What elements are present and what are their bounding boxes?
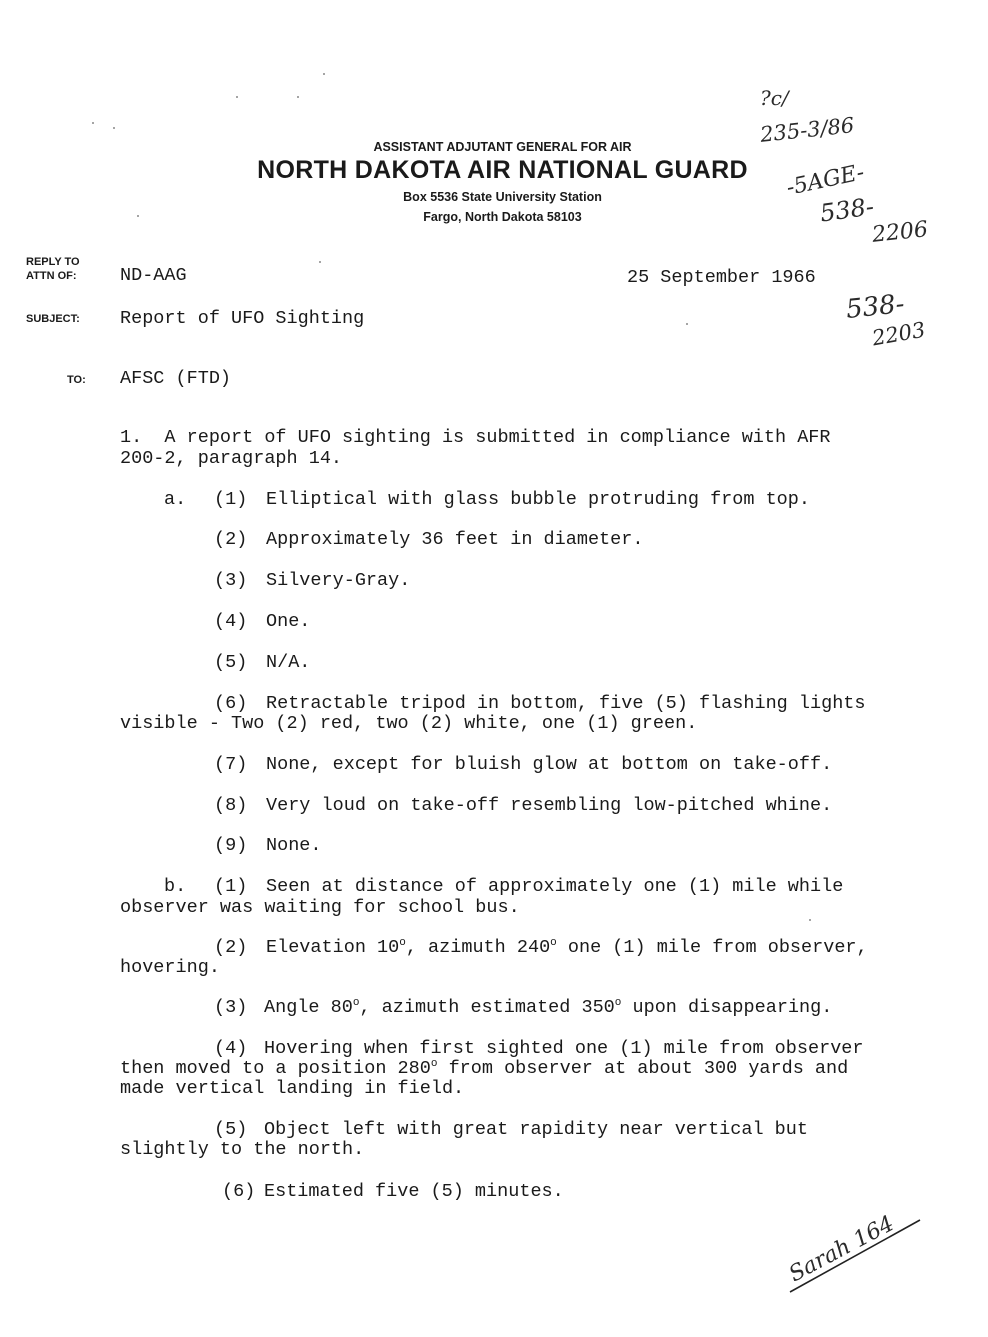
letterhead-address-line2: Fargo, North Dakota 58103 [423,210,582,224]
item-b6-num: (6) [222,1181,256,1202]
item-b1-cont: observer was waiting for school bus. [120,897,520,918]
item-a7-num: (7) [214,754,248,775]
speck [113,127,115,129]
item-b4-num: (4) [214,1038,248,1059]
b2-text-c: one (1) mile from observer, [556,937,868,958]
handwritten-note: 2206 [870,217,930,248]
speck [236,96,238,98]
degree-mark: o [614,996,622,1009]
speck [686,323,688,325]
item-a9-num: (9) [214,835,248,856]
letter-date: 25 September 1966 [627,267,816,288]
attn-value: ND-AAG [120,265,187,286]
item-a2-num: (2) [214,529,248,550]
item-b3-text [264,998,832,1018]
speck [323,73,325,75]
item-a6-cont: visible - Two (2) red, two (2) white, one (1) green. [120,713,698,734]
b2-text-b: , azimuth 240 [405,937,551,958]
letterhead-address-line1: Box 5536 State University Station [403,190,602,204]
letterhead-org-line: ASSISTANT ADJUTANT GENERAL FOR AIR [373,140,632,154]
speck [92,122,94,124]
signature-text: Sarah 164 [785,1211,899,1288]
letterhead-title: NORTH DAKOTA AIR NATIONAL GUARD [257,156,748,184]
item-b5-num: (5) [214,1119,248,1140]
item-a4-text: One. [266,611,311,632]
item-a7-text: None, except for bluish glow at bottom on take-off. [266,754,833,775]
handwritten-note: 538- [844,289,906,325]
item-b5-cont: slightly to the north. [120,1139,365,1160]
b4-cont1-b: from observer at about 300 yards and [437,1058,849,1079]
item-a6-text: Retractable tripod in bottom, five (5) flashing lights [266,693,866,714]
b3-text-b: , azimuth estimated 350 [359,997,615,1018]
signature-mark [780,1190,940,1310]
degree-mark: o [352,996,360,1009]
subject-value: Report of UFO Sighting [120,308,365,329]
handwritten-note: 538- [818,192,876,228]
subject-label: SUBJECT: [26,313,80,325]
handwritten-note: 2203 [870,317,928,351]
item-a9-text: None. [266,835,322,856]
item-b1-num: (1) [214,876,248,897]
item-a3-text: Silvery-Gray. [266,570,411,591]
speck [809,919,811,921]
item-a6-num: (6) [214,693,248,714]
reply-to-label: REPLY TO [26,256,80,268]
degree-mark: o [430,1057,438,1070]
b3-text-a: Angle 80 [264,997,353,1018]
item-a5-num: (5) [214,652,248,673]
item-a3-num: (3) [214,570,248,591]
item-b2-cont: hovering. [120,957,220,978]
item-b4-cont2: made vertical landing in field. [120,1078,465,1099]
b2-text-a: Elevation 10 [266,937,400,958]
handwritten-note: -5AGE- [784,160,867,201]
speck [297,96,299,98]
to-label: TO: [67,374,86,386]
item-a4-num: (4) [214,611,248,632]
item-a8-text: Very loud on take-off resembling low-pitched whine. [266,795,833,816]
attn-label: ATTN OF: [26,270,77,282]
handwritten-note: 235-3/86 [759,113,856,147]
item-b5-text: Object left with great rapidity near vertical but [264,1119,808,1140]
to-value: AFSC (FTD) [120,368,232,389]
item-b2-text [266,938,868,958]
item-b2-num: (2) [214,937,248,958]
item-a-label: a. [164,489,187,510]
para1-line1: 1. A report of UFO sighting is submitted in compliance with AFR [120,427,831,448]
item-a2-text: Approximately 36 feet in diameter. [266,529,644,550]
item-b6-text: Estimated five (5) minutes. [264,1181,564,1202]
b4-cont1-a: then moved to a position 280 [120,1058,431,1079]
item-b4-text: Hovering when first sighted one (1) mile from observer [264,1038,864,1059]
item-b1-text: Seen at distance of approximately one (1) mile while [266,876,844,897]
item-b4-cont1 [120,1059,848,1079]
item-a5-text: N/A. [266,652,311,673]
item-a1-text: Elliptical with glass bubble protruding from top. [266,489,810,510]
speck [319,261,321,263]
item-a8-num: (8) [214,795,248,816]
item-b-label: b. [164,876,187,897]
item-b3-num: (3) [214,997,248,1018]
degree-mark: o [550,936,557,949]
handwritten-note: ?c/ [760,86,789,110]
item-a1-num: (1) [214,489,248,510]
b3-text-c: upon disappearing. [621,997,833,1018]
degree-mark: o [399,936,406,949]
para1-line2: 200-2, paragraph 14. [120,448,343,469]
